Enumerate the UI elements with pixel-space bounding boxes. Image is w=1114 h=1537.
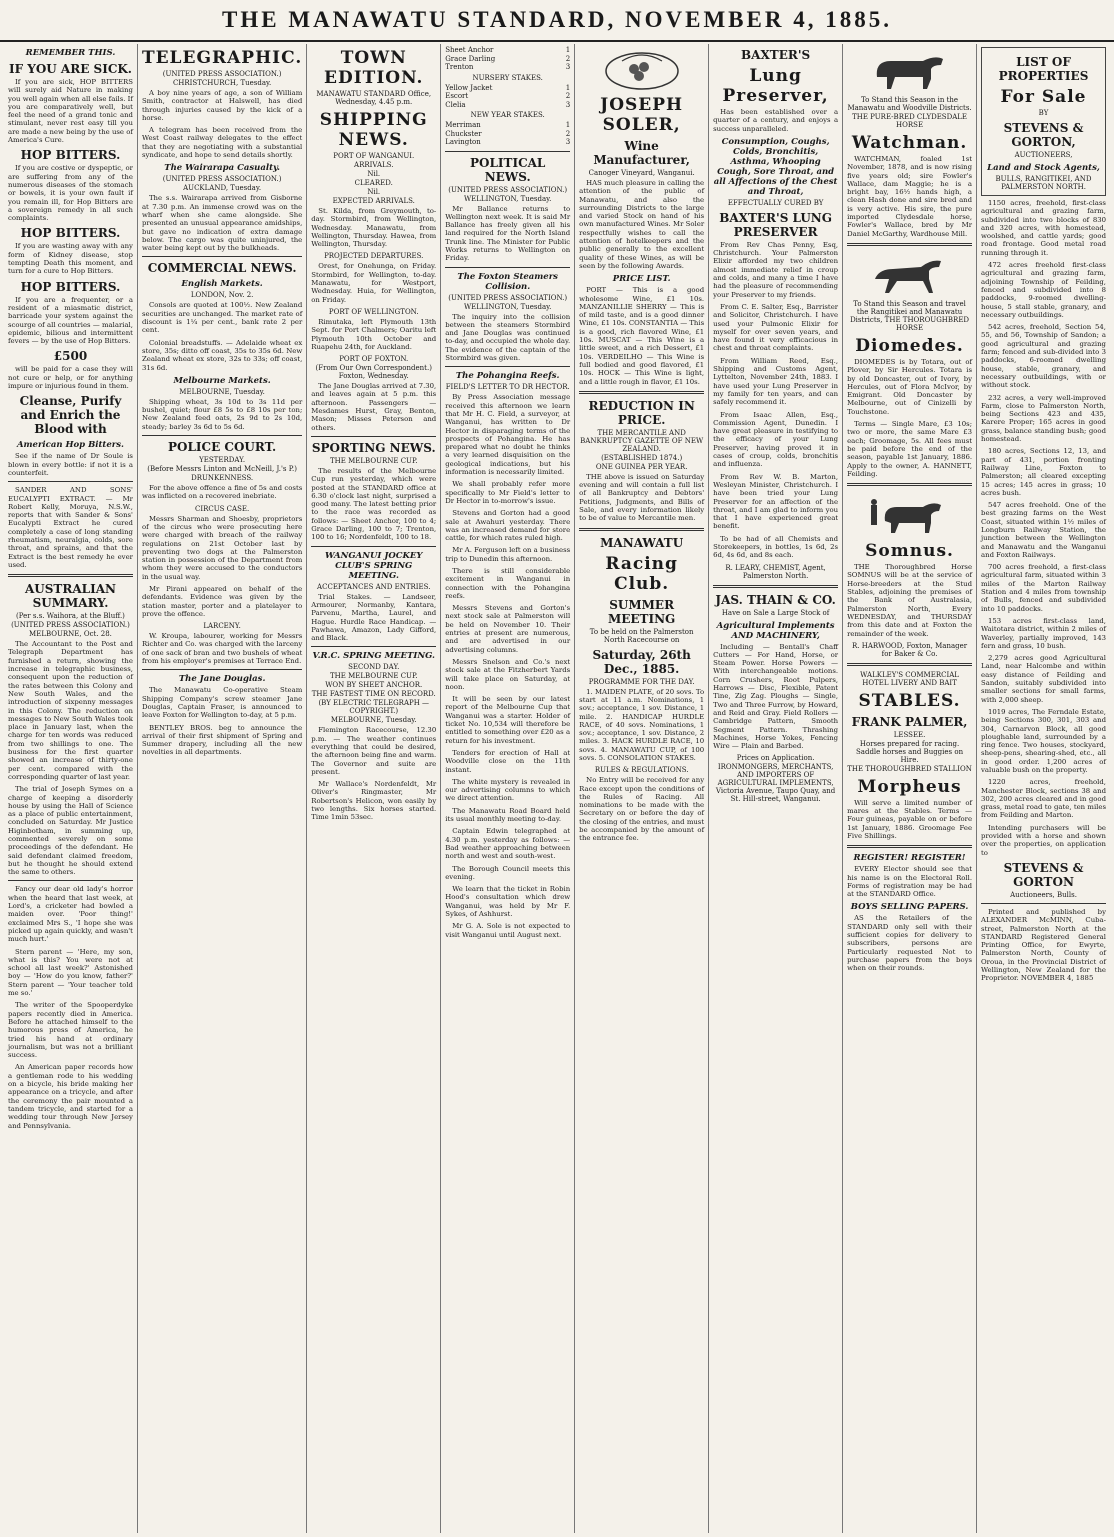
paragraph: From Isaac Allen, Esq., Commission Agent, Dunedin. I have great pleasure in testifying to the efficacy of your Lung Preserver, having proved it in cases of croup, colds, bronchitis and influenza. <box>713 410 839 469</box>
paragraph: Including — Bentall's Chaff Cutters — For Hand, Horse, or Steam Power. Horse Powers — With interchangeable motions. Corn Crushers, Root Pulpers, Harrows — Disc, Flexible, Patent Tine, Zig Zag. Ploughs — Single, Two and Three Furrow, by Howard, and Reid and Gray. Field Rollers — Cambridge Pattern, Smooth Segment Pattern. Thrashing Machines, Horse Yokes, Fencing Wire — Plain and Barbed. <box>713 642 839 751</box>
subheading: BY <box>1038 109 1049 117</box>
subheading: EFFECTUALLY CURED BY <box>727 198 824 207</box>
subheading: THE PURE-BRED CLYDESDALE HORSE <box>852 113 968 129</box>
heading: HOP BITTERS. <box>20 279 121 294</box>
paragraph: 180 acres, Sections 12, 13, and part of 431, portion fronting Railway Line, Foxton to Palmerston; all cleared excepting 15 acres; 145 acres in grass; 10 acres bush. <box>981 447 1106 497</box>
paragraph: Intending purchasers will be provided with a horse and shown over the properties, on application to <box>981 823 1106 857</box>
heading: The Wairarapa Casualty. <box>164 163 280 174</box>
heading: REDUCTION IN PRICE. <box>588 398 695 427</box>
subheading: LARCENY. <box>203 622 241 631</box>
heading: PRICE LIST. <box>612 274 671 285</box>
paragraph: 153 acres first-class land, Waitotara district, within 2 miles of Waverley, partially improved, 143 fern and grass, 10 bush. <box>981 616 1106 650</box>
subheading: MELBOURNE, Tuesday. <box>330 716 417 725</box>
divider <box>847 483 972 486</box>
paragraph: A boy nine years of age, a son of William Smith, contractor at Halswell, has died through injuries caused by the kick of a horse. <box>141 89 303 122</box>
paragraph: See if the name of Dr Soule is blown in every bottle: if not it is a counterfeit. <box>8 452 133 477</box>
paragraph: The writer of the Spooperdyke papers recently died in America. Before he attached himself to the humorous press of America, he tried his hand at ordinary journalism, but was not a brilliant success. <box>8 1001 133 1060</box>
paragraph: Messrs Snelson and Co.'s next stock sale at the Fitzherbert Yards will take place on Saturday, at noon. <box>445 657 571 691</box>
list-item: Lavington 3 <box>445 138 571 146</box>
heading: WANGANUI JOCKEY CLUB'S SPRING MEETING. <box>325 550 423 581</box>
paragraph: If you are a frequenter, or a resident of a miasmatic district, barricade your system against the scourge of all countries — malarial, epidemic, bilious and intermittent fevers — by the use of Hop Bitters. <box>8 295 133 346</box>
subheading: MANAWATU STANDARD Office, Wednesday, 4.45 p.m. <box>316 90 432 106</box>
divider <box>445 151 570 152</box>
heading: POLITICAL NEWS. <box>470 155 546 184</box>
subheading: (UNITED PRESS ASSOCIATION.) <box>448 185 568 194</box>
paragraph: Has been established over a quarter of a century, and enjoys a success unparalleled. <box>713 108 839 133</box>
subheading: (UNITED PRESS ASSOCIATION.) <box>162 175 282 184</box>
paragraph: An American paper records how a gentleman rode to his wedding on a bicycle, his bride making her appearance on a tricycle, and after the ceremony the pair mounted a tandem tricycle, and started for a wedding tour through New Jersey and Pennsylvania. <box>8 1063 133 1130</box>
paragraph: 232 acres, a very well-improved Farm, close to Palmerston North, being Sections 423 and 435, Karere Proper; 165 acres in good grass, balance standing bush; good homestead. <box>981 393 1106 444</box>
heading: HOP BITTERS. <box>20 226 121 241</box>
paragraph: 700 acres freehold, a first-class agricultural farm, situated within 3 miles of the Marton Railway Station and 4 miles from township of Bulls, fenced and subdivided into 10 paddocks. <box>981 563 1106 613</box>
divider <box>579 528 704 531</box>
heading: LIST OF PROPERTIES <box>998 55 1089 83</box>
paragraph: Stevens and Gorton had a good sale at Awahuri yesterday. There was an increased demand for store cattle, for which rates ruled high. <box>445 509 571 543</box>
heading: V.R.C. SPRING MEETING. <box>312 651 436 662</box>
subheading: Prices on Application. <box>736 754 815 763</box>
subheading: (UNITED PRESS ASSOCIATION.) <box>11 621 130 630</box>
horse-and-groom-icon <box>865 491 955 537</box>
column-6 <box>709 44 843 1533</box>
subheading: R. LEARY, CHEMIST, Agent, Palmerston North. <box>725 563 826 580</box>
heading: The Jane Douglas. <box>178 674 266 685</box>
subheading: Auctioneers, Bulls. <box>1010 890 1077 899</box>
heading: Watchman. <box>851 133 968 153</box>
paragraph: No Entry will be received for any Race except upon the conditions of the Rules of Racing. All nominations to be made with the Secretary on or before the day of the closing of the entries, and must be accompanied by the amount of the entrance fee. <box>579 776 705 843</box>
paragraph: The s.s. Wairarapa arrived from Gisborne at 7.30 p.m. An immense crowd was on the wharf when she came alongside. She presented an unusual appearance amidships, but gave no indication of extra damage below. The cargo was quite uninjured, the water being kept out by the bulkheads. <box>141 194 303 253</box>
paragraph: We learn that the ticket in Robin Hood's consultation which drew Wanganui, was held by Mr F. Sykes, of Ashhurst. <box>445 885 571 918</box>
subheading: To Stand this Season and travel the Rangitikei and Manawatu Districts, THE THOROUGHBRED HORSE <box>850 299 970 332</box>
heading: SHIPPING NEWS. <box>319 110 428 150</box>
subheading: LESSEE. <box>893 730 926 739</box>
subheading: (Before Messrs Linton and McNeill, J.'s P.) <box>147 465 297 474</box>
subheading: PROJECTED DEPARTURES. <box>324 252 424 261</box>
subheading: WALKLEY'S COMMERCIAL HOTEL LIVERY AND BAIT <box>860 670 959 687</box>
paragraph: Trial Stakes. — Landseer, Armourer, Normanby, Kantara, Parvenu, Martha, Laurel, and Hague. Hurdle Race Handicap. — Pawhawa, Amazon, Lady Gifford, and Black. <box>311 592 437 643</box>
subheading: RULES & REGULATIONS. <box>594 766 689 775</box>
heading: MANAWATU <box>600 535 684 550</box>
heading: The Foxton Steamers Collision. <box>457 271 558 292</box>
subheading: (From Our Own Correspondent.) Foxton, Wednesday. <box>315 364 432 381</box>
heading: English Markets. <box>181 279 263 290</box>
column-7 <box>843 44 977 1533</box>
subheading: ONE GUINEA PER YEAR. <box>595 462 688 471</box>
heading: Saturday, 26th Dec., 1885. <box>592 647 691 676</box>
paragraph: Will serve a limited number of mares at the Stables. Terms — Four guineas, payable on or before 1st January, 1886. Groomage Fee Five Shillings. <box>847 798 973 840</box>
paragraph: 1019 acres, The Ferndale Estate, being Sections 300, 301, 303 and 304, Carnarvon Block, all good ploughable land, surrounded by a ring fence. Two houses, stockyard, sheep-pens, shearing-shed, etc., all in good order. 1,200 acres of valuable bush on the property. <box>981 707 1106 774</box>
heading: FRANK PALMER, <box>851 714 968 729</box>
paragraph: Consols are quoted at 100½. New Zealand securities are unchanged. The market rate of discount is 1¼ per cent., bank rate 2 per cent. <box>141 301 303 335</box>
paragraph: To be had of all Chemists and Storekeepers, in bottles, 1s 6d, 2s 6d, 4s 6d, and 8s each. <box>713 534 839 560</box>
divider <box>311 546 436 547</box>
subheading: THE FASTEST TIME ON RECORD. <box>311 690 436 699</box>
subheading: PORT OF WELLINGTON. <box>328 307 419 316</box>
subheading: (BY ELECTRIC TELEGRAPH — COPYRIGHT.) <box>318 699 430 716</box>
paragraph: The Accountant to the Post and Telegraph Department has furnished a return, showing the increase in telegraphic business, consequent upon the reduction of the rates between this Colony and New South Wales, and the introduction of sixpenny messages in this Colony. The reduction on messages to New South Wales took place in January last, when the charge for ten words was reduced from two shillings to one. The business for the first quarter showed an increase of thirty-one per cent. compared with the corresponding quarter of last year. <box>8 640 133 781</box>
heading: BOYS SELLING PAPERS. <box>850 902 969 913</box>
heading: Land and Stock Agents, <box>987 163 1100 173</box>
result-list <box>445 121 570 147</box>
subheading: (UNITED PRESS ASSOCIATION.) <box>448 293 568 302</box>
paragraph: The Borough Council meets this evening. <box>445 864 571 881</box>
paragraph: It will be seen by our latest report of the Melbourne Cup that Wanganui was a starter. Holder of ticket No. 10,534 will therefore be entitled to something over £20 as a return for his investment. <box>445 695 571 745</box>
subheading: AUCTIONEERS, <box>1014 151 1073 159</box>
subheading: R. HARWOOD, Foxton, Manager for Baker & Co. <box>852 641 968 658</box>
subheading: NURSERY STAKES. <box>472 73 543 82</box>
paragraph: BENTLEY BROS. beg to announce the arrival of their first shipment of Spring and Summer drapery, including all the new novelties in all departments. <box>141 723 303 757</box>
list-item: Merriman 1 <box>445 121 571 129</box>
vineyard-emblem-icon <box>602 47 682 91</box>
heading: STEVENS & GORTON <box>1003 860 1084 889</box>
subheading: WELLINGTON, Tuesday. <box>463 302 552 311</box>
divider <box>8 574 133 577</box>
paragraph: Tenders for erection of Hall at Woodville close on the 11th instant. <box>445 748 571 774</box>
subheading: NEW YEAR STAKES. <box>470 111 545 119</box>
heading: Melbourne Markets. <box>173 375 271 386</box>
heading: For Sale <box>1000 87 1087 107</box>
paragraph: If you are sick, HOP BITTERS will surely aid Nature in making you well again when all else fails. If you are comparatively well, but feel the need of a grand tonic and stimulant, never rest easy till you are made a new being by the use of America's Cure. <box>8 78 133 145</box>
heading: Cleanse, Purify and Enrich the Blood with <box>19 394 122 437</box>
subheading: LONDON, Nov. 2. <box>190 291 254 300</box>
paragraph: Fancy our dear old lady's horror when the heard that last week, at Lord's, a cricketer had bowled a maiden over. 'Poor thing!' exclaimed Mrs S., 'I hope she was picked up again quickly, and wasn't much hurt.' <box>8 885 133 944</box>
column-3 <box>307 44 441 1533</box>
heading: American Hop Bitters. <box>16 440 124 451</box>
paragraph: Messrs Sharman and Shoesby, proprietors of the circus who were prosecuting here were charged with breach of the railway regulations on 21st October last by preventing two dogs at the Palmerston station in possession of the Department from whom they were accused to the conductors in the usual way. <box>141 514 303 581</box>
subheading: CLEARED. <box>354 179 393 187</box>
paragraph: Flemington Racecourse, 12.30 p.m. — The weather continues everything that could be desired, the afternoon being fine and warm. The Governor and suite are present. <box>311 726 437 776</box>
advert-box <box>981 47 1106 196</box>
list-item: Grace Darling 2 <box>445 54 571 63</box>
divider <box>579 391 704 394</box>
list-item: Sheet Anchor 1 <box>445 46 571 54</box>
paragraph: Terms — Single Mare, £3 10s; two or more, the same Mare £3 each; Groomage, 5s. All fees must be paid before the end of the season, payable 1st January, 1886. Apply to the owner, A. HANNETT, Feilding. <box>847 420 973 478</box>
divider <box>142 669 302 670</box>
paragraph: From C. E. Salter, Esq., Barrister and Solicitor, Christchurch. I have used your Pulmonic Elixir for myself for over seven years, and have found it very efficacious in chest and throat complaints. <box>713 302 839 353</box>
subheading: WELLINGTON, Tuesday. <box>463 194 552 203</box>
divider <box>8 481 133 482</box>
column-8 <box>977 44 1110 1533</box>
paragraph: Rimutaka, left Plymouth 13th Sept. for Port Chalmers; Oaritu left Plymouth 10th October and Ruapehu 24th, for Auckland. <box>311 317 437 351</box>
divider <box>311 646 436 647</box>
heading: Morpheus <box>857 776 962 797</box>
column-4 <box>441 44 575 1533</box>
list-item: Escort 2 <box>445 92 571 100</box>
paragraph: From Rev Chas Penny, Esq, Christchurch. Your Palmerston Elixir afforded my two children almost immediate relief in croup and colds, and many a time I have had the pleasure of recommending your Preserver to my friends. <box>713 240 839 299</box>
divider <box>847 243 972 246</box>
subheading: CIRCUS CASE. <box>195 504 250 513</box>
subheading: PORT OF WANGANUI. <box>333 152 415 160</box>
subheading: THE THOROUGHBRED STALLION <box>847 764 972 773</box>
list-item: Clelia 3 <box>445 100 571 109</box>
divider <box>445 366 570 367</box>
paragraph: For the above offence a fine of 5s and costs was inflicted on a recovered inebriate. <box>141 484 303 501</box>
subheading: To be held on the Palmerston North Racecourse on <box>589 627 694 644</box>
subheading: IRONMONGERS, MERCHANTS, AND IMPORTERS OF AGRICULTURAL IMPLEMENTS, Victoria Avenue, Taupo Quay, and St. Hill-street, Wanganui. <box>715 763 836 804</box>
subheading: THE MELBOURNE CUP. <box>330 672 418 681</box>
heading: BAXTER'S <box>741 48 811 62</box>
subheading: PROGRAMME FOR THE DAY. <box>588 677 695 686</box>
heading: AUSTRALIAN SUMMARY. <box>24 582 116 611</box>
paragraph: If you are wasting away with any form of Kidney disease, stop tempting Death this moment, and turn for a cure to Hop Bitters. <box>8 242 133 276</box>
draught-horse-icon <box>865 47 955 93</box>
paragraph: 542 acres, freehold, Section 54, 55, and 56, Township of Sandon; a good agricultural and grazing farm; fenced and sub-divided into 3 paddocks, 6-roomed dwelling house, stable, granary, and necessary outbuildings, with or without stock. <box>981 323 1106 390</box>
paragraph: PORT — This is a good wholesome Wine, £1 10s. MANZANILLIE SHERRY — This is of mild taste, and is a good dinner Wine, £1 10s. CONSTANTIA — This is a good, rich flavored Wine, £1 10s. MUSCAT — This Wine is a little sweet, and a rich Dessert, £1 10s. VERDEILHO — This Wine is full bodied and good flavored, £1 10s. HOCK — This Wine is light, and a little rough in flavor, £1 10s. <box>579 286 705 386</box>
heading: JOSEPH SOLER, <box>600 95 684 135</box>
result-list <box>445 84 570 110</box>
heading: JAS. THAIN & CO. <box>715 592 836 607</box>
heading: Wine Manufacturer, <box>593 139 690 167</box>
heading: SPORTING NEWS. <box>311 440 436 455</box>
paragraph: By Press Association message received this afternoon we learn that Mr H. C. Field, a surveyor, at Wanganui, has written to Dr Hector in disparaging terms of the prospects of Pohangina. He has prepared what no doubt he thinks a very learned disquisition on the geological indications, but his information is necessarily limited. <box>445 393 571 477</box>
heading: £500 <box>53 349 88 364</box>
paragraph: From William Reed, Esq., Shipping and Customs Agent, Lyttelton, November 24th, 1883. I have used your Lung Preserver in my family for ten years, and can safely recommend it. <box>713 356 839 407</box>
column-5 <box>575 44 709 1533</box>
paragraph: Messrs Stevens and Gorton's next stock sale at Palmerston will be held on November 10. Their entries at present are numerous, and are advertised in our advertising columns. <box>445 604 571 654</box>
paragraph: AS the Retailers of the STANDARD only sell with their sufficient copies for delivery to subscribers, persons are Particularly requested Not to purchase papers from the boys when on their rounds. <box>847 914 973 973</box>
subheading: PORT OF FOXTON. <box>339 355 409 364</box>
heading: REGISTER! REGISTER! <box>853 853 966 864</box>
subheading: Canoger Vineyard, Wanganui. <box>588 169 695 177</box>
paragraph: 1150 acres, freehold, first-class agricultural and grazing farm, subdivided into two blocks of 830 and 320 acres, with homestead, woolshed, and cattle yards; good road frontage. Good metal road running through it. <box>981 199 1106 257</box>
imprint: Printed and published by ALEXANDER McMINN, Cuba-street, Palmerston North at the STANDARD Registered General Printing Office, for Ewyrte, Palmerston North, County of Oroua, in the Provincial District of Wellington, New Zealand for the Proprietor. NOVEMBER 4, 1885 <box>981 907 1106 983</box>
paragraph: 1220 acres, freehold, Manchester Block, sections 38 and 302, 200 acres cleared and in good grass, metal road to gate, ten miles from Feilding and Marton. <box>981 778 1106 820</box>
paragraph: W. Kroupa, labourer, working for Messrs Richter and Co. was charged with the larceny of one sack of bran and two bushels of wheat from his employer's premises at Terrace End. <box>141 632 303 666</box>
divider <box>8 880 133 881</box>
subheading: YESTERDAY. <box>199 456 246 465</box>
heading: The Pohangina Reefs. <box>455 371 560 382</box>
subheading: SECOND DAY. <box>348 663 400 672</box>
paragraph: Shipping wheat, 3s 10d to 3s 11d per bushel, quiet; flour £8 5s to £8 10s per ton; New Zealand feed oats, 2s 9d to 2s 10d, steady; barley 3s 6d to 5s 6d. <box>141 397 303 431</box>
divider <box>445 267 570 268</box>
subheading: WON BY SHEET ANCHOR. <box>325 681 423 690</box>
racehorse-icon <box>865 251 955 297</box>
paragraph: There is still considerable excitement in Wanganui in connection with the Pohangina reefs. <box>445 567 571 600</box>
paragraph: If you are costive or dyspeptic, or are suffering from any of the numerous diseases of the stomach or bowels, it is your own fault if you remain ill, for Hop Bitters are a sovereign remedy in all such complaints. <box>8 164 133 223</box>
subheading: MELBOURNE, Oct. 28. <box>29 630 112 639</box>
paragraph: The Jane Douglas arrived at 7.30, and leaves again at 5 p.m. this afternoon. Passengers — Mesdames Hurst, Gray, Benton, Mason; Misses Peterson and others. <box>311 382 437 432</box>
heading: Agricultural Implements AND MACHINERY, <box>716 620 835 641</box>
paragraph: 472 acres freehold first-class agricultural and grazing farm, adjoining Township of Feilding, fenced and subdivided into 8 paddocks, 9-roomed dwelling-house, 5 stall stable, granary, and necessary outbuildings. <box>981 261 1106 319</box>
divider <box>142 256 302 257</box>
paragraph: WATCHMAN, foaled 1st November, 1878, and is now rising five years old; sire Fowler's Wallace, dam Maggie; he is a bright bay, 16½ hands high, a clean Hash done and sire bred and is very active. His sire, the pure imported Clydesdale horse, Fowler's Wallace, bred by Mr Daniel McGarthy, Wardhouse Mill. <box>847 155 973 238</box>
subheading: THE MELBOURNE CUP. <box>330 456 418 465</box>
heading: STEVENS & GORTON, <box>1003 121 1084 149</box>
paragraph: HAS much pleasure in calling the attention of the public of Manawatu, and also the surrounding Districts to the large and varied Stock on hand of his own manufactured Wines. Mr Soler respectfully wishes to call the attention of hotelkeepers and the public generally to the excellent quality of these Wines, as will be seen by the following Awards. <box>579 179 705 270</box>
divider <box>142 435 302 436</box>
heading: IF YOU ARE SICK. <box>8 62 132 76</box>
paragraph: Stern parent — 'Here, my son, what is this? You were not at school all last week?' Astonished boy — 'How do you know, father?' Stern parent — 'Your teacher told me so.' <box>8 947 133 998</box>
paragraph: THE Thoroughbred Horse SOMNUS will be at the service of Horse-breeders at the Stud Stables, adjoining the premises of the Bank of Australasia, Palmerston North, Every WEDNESDAY, and THURSDAY from this date and at Foxton the remainder of the week. <box>847 563 973 638</box>
subheading: (ESTABLISHED 1874.) <box>601 453 683 462</box>
subheading: THE MERCANTILE AND BANKRUPTCY GAZETTE OF NEW ZEALAND. <box>580 428 704 453</box>
heading: HOP BITTERS. <box>20 148 121 163</box>
paragraph: Orest, for Onehunga, on Friday. Stormbird, for Wellington, to-day. Manawatu, for Westport, Wednesday. Huia, for Wellington, on Friday. <box>311 262 437 304</box>
paragraph: Colonial breadstuffs. — Adelaide wheat ex store, 35s; ditto off coast, 35s to 35s 6d. New Zealand wheat ex store, 32s to 33s; off coast, 31s 6d. <box>141 338 303 372</box>
paragraph: Mr Ballance returns to Wellington next week. It is said Mr Ballance has freely given all his land required for the North Island Trunk line. The Minister for Public Works returns to Wellington on Friday. <box>445 204 571 263</box>
paragraph: A telegram has been received from the West Coast railway delegates to the effect that they are negotiating with a substantial syndicate, and hope to send details shortly. <box>141 126 303 160</box>
heading: Diomedes. <box>855 335 964 356</box>
subheading: BULLS, RANGITIKEI, AND PALMERSTON NORTH. <box>995 175 1092 191</box>
paragraph: THE above is issued on Saturday evening and will contain a full list of all Bankruptcy and Debtors' Petitions, Judgments, and Bills of Sale, and every information likely to be of value to Mercantile men. <box>579 472 705 523</box>
paragraph: We shall probably refer more specifically to Mr Field's letter to Dr Hector in to-morrow's issue. <box>445 480 571 505</box>
divider <box>847 663 972 666</box>
heading: COMMERCIAL NEWS. <box>147 261 297 276</box>
paragraph: Mr A. Ferguson left on a business trip to Dunedin this afternoon. <box>445 546 571 563</box>
subheading: CHRISTCHURCH, Tuesday. <box>172 79 272 87</box>
subheading: EXPECTED ARRIVALS. <box>332 197 415 205</box>
subheading: Have on Sale a Large Stock of <box>721 608 830 617</box>
newspaper-title: THE MANAWATU STANDARD, NOVEMBER 4, 1885. <box>222 7 892 32</box>
masthead <box>0 0 1114 42</box>
paragraph: The results of the Melbourne Cup run yesterday, which were posted at the STANDARD office at 6.30 o'clock last night, surprised a good many. The latest betting prior to the race was recorded as follows: — Sheet Anchor, 100 to 4; Grace Darling, 100 to 7; Trenton, 100 to 16; Nordenfeldt, 100 to 18. <box>311 466 437 542</box>
columns <box>4 44 1110 1533</box>
list-item: Chuckster 2 <box>445 129 571 138</box>
heading: SUMMER MEETING <box>607 597 676 626</box>
paragraph: Mr G. A. Sole is not expected to visit Wanganui until August next. <box>445 922 571 939</box>
divider <box>981 903 1106 904</box>
subheading: (UNITED PRESS ASSOCIATION.) <box>162 70 282 78</box>
subheading: To Stand this Season in the Manawatu and Woodville Districts. <box>847 96 972 112</box>
subheading: Nil. <box>367 170 381 178</box>
column-2 <box>138 44 307 1533</box>
subheading: AUCKLAND, Tuesday. <box>183 184 262 193</box>
subheading: ACCEPTANCES AND ENTRIES. <box>317 582 431 591</box>
paragraph: 547 acres freehold. One of the best grazing farms on the West Coast, situated within 1½ miles of Longburn Railway Station, the junction between the Wellington and Manawatu and the Wanganui and Foxton Railways. <box>981 501 1106 559</box>
divider <box>311 436 436 437</box>
paragraph: SANDER AND SONS' EUCALYPTI EXTRACT. — Mr Robert Kelly, Moruya, N.S.W., reports that with Sander & Sons' Eucalypti Extract he cured completely a case of long standing rheumatism, neuralgia, colds, sore throat, and sprains, and that the Extract is the best remedy he ever used. <box>8 486 133 569</box>
heading: BAXTER'S LUNG PRESERVER <box>719 210 832 239</box>
heading: Lung Preserver, <box>722 66 829 106</box>
subheading: Horses prepared for racing. Saddle horses and Buggies on Hire. <box>856 739 964 764</box>
paragraph: The Manawatu Road Board held its usual monthly meeting to-day. <box>445 806 571 824</box>
result-list <box>445 46 570 72</box>
paragraph: Mr Wallace's Nordenfeldt, Mr Oliver's Ringmaster, Mr Robertson's Helicon, won easily by two lengths. Six horses started. Time 1min 53sec. <box>311 780 437 822</box>
heading: STABLES. <box>858 690 961 711</box>
paragraph: will be paid for a case they will not cure or help, or for anything impure or injurious found in them. <box>8 365 133 391</box>
list-item: Yellow Jacket 1 <box>445 83 571 92</box>
heading: Somnus. <box>865 541 954 562</box>
heading: TELEGRAPHIC. <box>141 48 303 68</box>
heading: TOWN EDITION. <box>324 48 424 88</box>
subheading: FIELD'S LETTER TO DR HECTOR. <box>445 383 570 392</box>
subheading: DRUNKENNESS. <box>191 474 254 483</box>
subheading: Nil. <box>367 188 381 196</box>
subheading: (Per s.s. Waihora, at the Bluff.) <box>16 612 125 621</box>
heading: Consumption, Coughs, Colds, Bronchitis, Asthma, Whooping Cough, Sore Throat, and all Affections of the Chest and Throat, <box>713 136 838 197</box>
heading: Racing Club. <box>605 553 678 594</box>
paragraph: EVERY Elector should see that his name is on the Electoral Roll. Forms of registration may be had at the STANDARD Office. <box>847 865 973 899</box>
paragraph: The inquiry into the collision between the steamers Stormbird and Jane Douglas was continued to-day, and occupied the whole day. The evidence of the captain of the Stormbird was given. <box>445 312 571 363</box>
paragraph: 2,279 acres good Agricultural Land, near Halcombe and within easy distance of Feilding and Sandon, suitably subdivided into smaller sections for small farms, with 2,000 sheep. <box>981 654 1106 704</box>
paragraph: 1. MAIDEN PLATE, of 20 sovs. To start at 11 a.m. Nominations, 1 sov.; acceptance, 1 sov. Distance, 1 mile. 2. HANDICAP HURDLE RACE, of 40 sovs. Nominations, 1 sov.; acceptance, 1 sov. Distance, 2 miles. 3. HACK HURDLE RACE, 10 sovs. 4. MANAWATU CUP, of 100 sovs. 5. CONSOLATION STAKES. <box>579 687 705 762</box>
divider <box>847 845 972 848</box>
column-1 <box>4 44 138 1533</box>
subheading: ARRIVALS. <box>354 161 394 169</box>
paragraph: DIOMEDES is by Totara, out of Plover, by Sir Hercules. Totara is by old Doncaster, out of Ivory, by Hercules, out of Flora McIvor, by Emigrant. Old Doncaster by Melbourne, out of Cinizelli by Touchstone. <box>847 357 973 416</box>
paragraph: The trial of Joseph Symes on a charge of keeping a disorderly house by using the Hall of Science as a place of public entertainment, concluded on Saturday. Mr Justice Higinbotham, in summing up, commented severely on some proceedings of the defendant. He said defendant claimed freedom, but he thought he should extend the same to others. <box>8 785 133 877</box>
paragraph: The Manawatu Co-operative Steam Shipping Company's screw steamer Jane Douglas, Captain Fraser, is announced to leave Foxton for Wellington to-day, at 5 p.m. <box>141 686 303 720</box>
paragraph: From Rev W. B. Marton, Wesleyan Minister, Christchurch. I have been tried your Lung Preserver for an affection of the throat, and I am glad to inform you that I have experienced great benefit. <box>713 472 839 531</box>
paragraph: The white mystery is revealed in our advertising columns to which we direct attention. <box>445 777 571 803</box>
heading: POLICE COURT. <box>168 440 277 455</box>
paragraph: St. Kilda, from Greymouth, to-day. Stormbird, from Wellington, Wednesday. Manawatu, from Wellington, Thursday. Hawea, from Wellington, Thursday. <box>311 207 437 249</box>
divider <box>713 585 838 588</box>
paragraph: Mr Pirani appeared on behalf of the defendants. Evidence was given by the station master, porter and a platelayer to prove the offence. <box>141 584 303 618</box>
heading: REMEMBER THIS. <box>25 48 116 58</box>
subheading: MELBOURNE, Tuesday. <box>179 387 265 396</box>
list-item: Trenton 3 <box>445 63 571 71</box>
paragraph: Captain Edwin telegraphed at 4.30 p.m. yesterday as follows: — Bad weather approaching between north and west and south-west. <box>445 827 571 861</box>
